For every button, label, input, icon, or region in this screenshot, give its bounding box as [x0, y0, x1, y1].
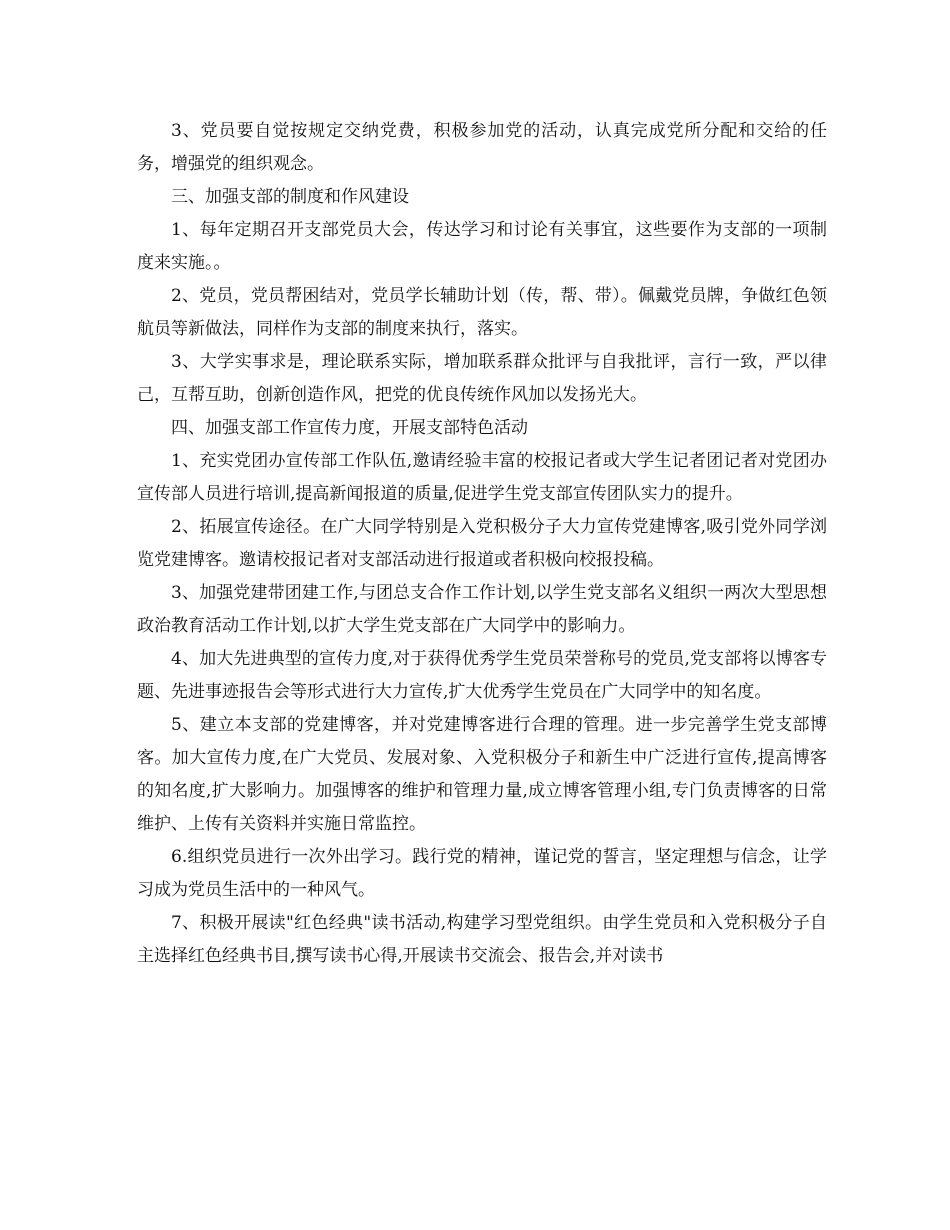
- paragraph-practical-style: 3、大学实事求是，理论联系实际，增加联系群众批评与自我批评，言行一致，严以律己，互帮互助，创新创造作风，把党的优良传统作风加以发扬光大。: [137, 352, 827, 405]
- paragraph-annual-meeting: 1、每年定期召开支部党员大会，传达学习和讨论有关事宜，这些要作为支部的一项制度来实施。。: [137, 220, 827, 273]
- paragraph-study-trip: 6.组织党员进行一次外出学习。践行党的精神，谨记党的誓言，坚定理想与信念，让学习成为党员生活中的一种风气。: [137, 847, 827, 900]
- paragraph-red-classics: 7、积极开展读"红色经典"读书活动,构建学习型党组织。由学生党员和入党积极分子自主选择红色经典书目,撰写读书心得,开展读书交流会、报告会,并对读书: [137, 913, 827, 966]
- paragraph-mentoring: 2、党员，党员帮困结对，党员学长辅助计划（传，帮、带）。佩戴党员牌，争做红色领航员等新做法，同样作为支部的制度来执行，落实。: [137, 286, 827, 339]
- paragraph-publicity-channels: 2、拓展宣传途径。在广大同学特别是入党积极分子大力宣传党建博客,吸引党外同学浏览党建博客。邀请校报记者对支部活动进行报道或者积极向校报投稿。: [137, 517, 827, 570]
- document-body: [137, 115, 827, 973]
- paragraph-publicity-team: 1、充实党团办宣传部工作队伍,邀请经验丰富的校报记者或大学生记者团记者对党团办宣传部人员进行培训,提高新闻报道的质量,促进学生党支部宣传团队实力的提升。: [137, 451, 827, 504]
- section-heading-system-style: 三、加强支部的制度和作风建设: [171, 187, 409, 207]
- paragraph-league-building: 3、加强党建带团建工作,与团总支合作工作计划,以学生党支部名义组织一两次大型思想政治教育活动工作计划,以扩大学生党支部在广大同学中的影响力。: [137, 583, 827, 636]
- paragraph-party-dues: 3、党员要自觉按规定交纳党费，积极参加党的活动，认真完成党所分配和交给的任务，增强党的组织观念。: [137, 121, 827, 174]
- paragraph-role-models: 4、加大先进典型的宣传力度,对于获得优秀学生党员荣誉称号的党员,党支部将以博客专题、先进事迹报告会等形式进行大力宣传,扩大优秀学生党员在广大同学中的知名度。: [137, 649, 827, 702]
- section-heading-publicity: 四、加强支部工作宣传力度，开展支部特色活动: [171, 418, 528, 438]
- paragraph-party-blog: 5、建立本支部的党建博客，并对党建博客进行合理的管理。进一步完善学生党支部博客。加大宣传力度,在广大党员、发展对象、入党积极分子和新生中广泛进行宣传,提高博客的知名度,扩大影响力。加强博客的维护和管理力量,成立博客管理小组,专门负责博客的日常维护、上传有关资料并实施日常监控。: [137, 715, 827, 834]
